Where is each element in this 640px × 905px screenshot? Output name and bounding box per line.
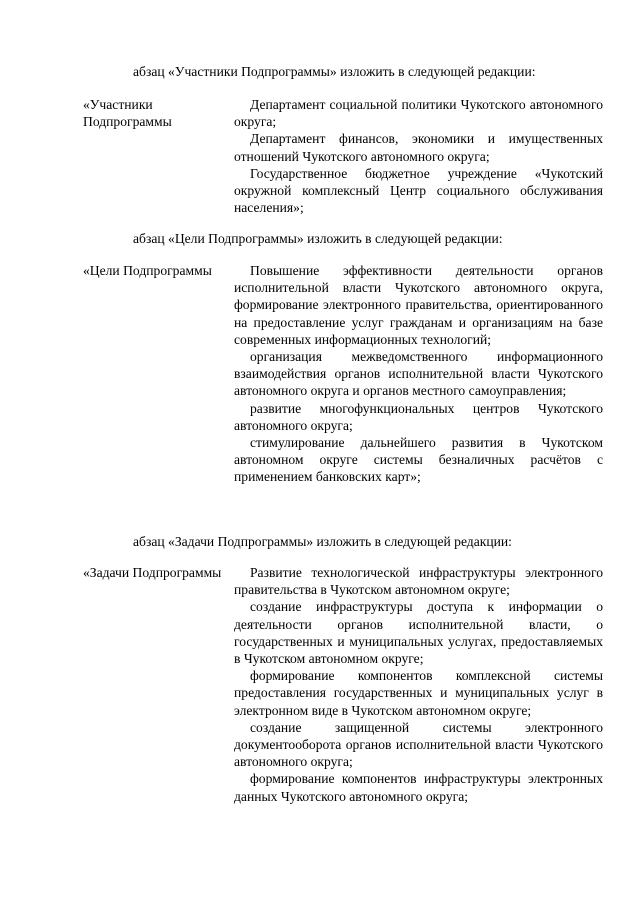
- section-intro-participants: абзац «Участники Подпрограммы» изложить в следующей редакции:: [133, 64, 536, 79]
- paragraph: формирование компонентов инфраструктуры электронных данных Чукотского автономного округа;: [234, 771, 603, 804]
- row-label-participants: «Участники Подпрограммы: [83, 97, 172, 130]
- paragraph: создание защищенной системы электронного документооборота органов исполнительной власти Чукотского автономного округа;: [234, 719, 603, 770]
- paragraph: организация межведомственного информационного взаимодействия органов исполнительной власти Чукотского автономного округа и органов местного самоуправления;: [234, 349, 603, 399]
- row-label-tasks: «Задачи Подпрограммы: [83, 565, 222, 580]
- row-content-goals: [234, 262, 603, 486]
- row-content-tasks: [234, 564, 603, 805]
- paragraph: создание инфраструктуры доступа к информации о деятельности органов исполнительной власти, о государственных и муниципальных услугах, предоставляемых в Чукотском автономном округе;: [234, 599, 603, 667]
- row-content-participants: [234, 96, 603, 216]
- paragraph: Государственное бюджетное учреждение «Чукотский окружной комплексный Центр социального обслуживания населения»;: [234, 165, 603, 216]
- paragraph: Развитие технологической инфраструктуры электронного правительства в Чукотском автономном округе;: [234, 565, 603, 598]
- paragraph: стимулирование дальнейшего развития в Чукотском автономном округе системы безналичных расчётов с применением банковских карт»;: [234, 435, 603, 485]
- section-intro-tasks: абзац «Задачи Подпрограммы» изложить в следующей редакции:: [133, 534, 512, 549]
- section-intro-goals: абзац «Цели Подпрограммы» изложить в следующей редакции:: [133, 231, 503, 246]
- paragraph: Департамент социальной политики Чукотского автономного округа;: [234, 97, 603, 130]
- row-label-goals: «Цели Подпрограммы: [83, 263, 212, 278]
- paragraph: формирование компонентов комплексной системы предоставления государственных и муниципальных услуг в электронном виде в Чукотском автономном округе;: [234, 668, 603, 718]
- paragraph: Повышение эффективности деятельности органов исполнительной власти Чукотского автономного округа, формирование электронного правительства, ориентированного на предоставление услуг гражданам и организациям на базе современных информационных технологий;: [234, 263, 603, 347]
- paragraph: развитие многофункциональных центров Чукотского автономного округа;: [234, 400, 603, 433]
- paragraph: Департамент финансов, экономики и имущественных отношений Чукотского автономного округа;: [234, 131, 603, 164]
